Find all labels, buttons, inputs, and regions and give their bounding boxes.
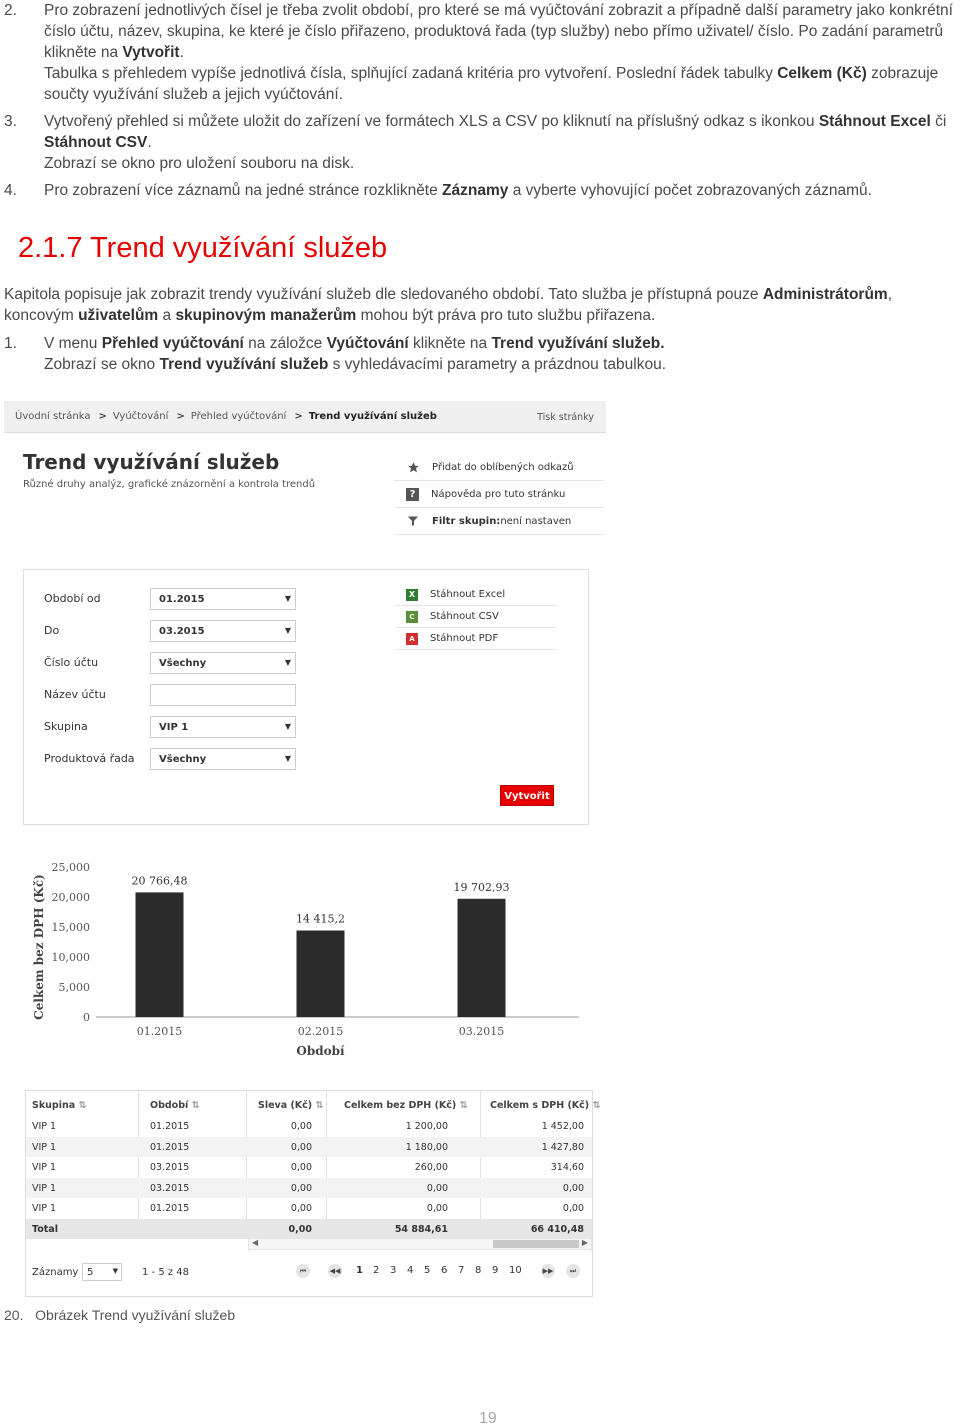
caret-down-icon: ▼: [284, 594, 291, 603]
list-text: [44, 333, 959, 375]
column-header-total-excl-vat[interactable]: Celkem bez DPH (Kč) ⇅: [344, 1100, 468, 1111]
filter-icon: [406, 514, 420, 528]
page-number: 19: [479, 1410, 497, 1427]
scroll-right-icon[interactable]: ▶: [581, 1238, 588, 1247]
x-tick-label: 02.2015: [297, 1025, 344, 1038]
column-header-group[interactable]: Skupina ⇅: [32, 1100, 87, 1111]
bold-term: Administrátorům: [762, 286, 888, 303]
filter-value: není nastaven: [500, 515, 572, 527]
first-page-icon[interactable]: ⏮: [296, 1264, 310, 1278]
data-label: 20 766,48: [131, 874, 188, 888]
print-page-link[interactable]: Tisk stránky: [537, 412, 594, 423]
help-icon: ?: [406, 488, 419, 501]
paragraph-text: Kapitola popisuje jak zobrazit trendy využívání služeb dle sledovaného období. Tato služba je přístupná pouze: [4, 286, 763, 303]
data-label: 19 702,93: [453, 880, 510, 894]
caret-down-icon: ▼: [284, 626, 291, 635]
paragraph-text: na záložce: [243, 335, 327, 352]
account-number-label: Číslo účtu: [44, 656, 99, 669]
y-tick-label: 15,000: [51, 921, 90, 934]
table-row[interactable]: VIP 1 03.2015 0,00 0,00 0,00: [26, 1178, 592, 1199]
page-title: Trend využívání služeb: [23, 450, 280, 474]
breadcrumb: [4, 401, 606, 433]
bold-term: Stáhnout CSV: [44, 134, 148, 151]
bold-term: Vyúčtování: [326, 335, 409, 352]
download-csv-link[interactable]: [396, 606, 556, 628]
table-row[interactable]: VIP 1 01.2015 0,00 1 180,00 1 427,80: [26, 1137, 592, 1158]
records-label: Záznamy: [32, 1267, 79, 1278]
action-label: Přidat do oblíbených odkazů: [432, 461, 574, 473]
product-line-select[interactable]: [150, 748, 296, 770]
prev-page-icon[interactable]: ◀◀: [328, 1264, 342, 1278]
paragraph-text: Pro zobrazení jednotlivých čísel je třeba zvolit období, pro které se má vyúčtování zobrazit a případně další parametry jako konkrétní číslo účtu, název, skupina, ke které je číslo přiřazeno, produktová řada (typ služby) nebo přímo uživatel/ číslo. Po zadání parametrů klikněte na: [44, 2, 953, 61]
create-button[interactable]: Vytvořit: [500, 785, 554, 806]
x-tick-label: 03.2015: [458, 1025, 505, 1038]
breadcrumb-home[interactable]: Úvodní stránka: [15, 411, 91, 422]
action-label: Nápověda pro tuto stránku: [431, 488, 566, 500]
period-to-label: Do: [44, 624, 60, 637]
data-label: 14 415,2: [296, 912, 345, 926]
account-name-input[interactable]: [150, 684, 296, 706]
column-header-period[interactable]: Období ⇅: [150, 1100, 200, 1111]
excel-icon: X: [406, 589, 418, 601]
csv-icon: C: [406, 611, 418, 623]
paragraph-text: a: [158, 307, 176, 324]
page-link-8[interactable]: 8: [475, 1265, 482, 1276]
breadcrumb-separator: >: [294, 411, 303, 422]
list-number: 1.: [4, 335, 17, 352]
bold-term: Trend využívání služeb: [159, 356, 329, 373]
caret-down-icon: ▼: [284, 754, 291, 763]
paragraph-text: V menu: [44, 335, 102, 352]
list-text: [44, 111, 959, 174]
add-favorite-link[interactable]: [394, 454, 604, 481]
list-number: 4.: [4, 182, 17, 199]
bold-term: Trend využívání služeb.: [491, 335, 665, 352]
table-total-row: Total 0,00 54 884,61 66 410,48: [26, 1219, 592, 1240]
account-name-label: Název účtu: [44, 688, 106, 701]
download-pdf-link[interactable]: [396, 628, 556, 650]
page-link-1[interactable]: 1: [356, 1265, 363, 1276]
results-table: [25, 1090, 601, 1297]
select-value: 03.2015: [159, 626, 205, 637]
scrollbar-thumb[interactable]: [493, 1240, 579, 1248]
caption-text: Obrázek Trend využívání služeb: [35, 1307, 236, 1323]
table-row[interactable]: VIP 1 01.2015 0,00 0,00 0,00: [32, 1203, 584, 1214]
table-row[interactable]: VIP 1 01.2015 0,00 1 200,00 1 452,00: [32, 1121, 584, 1132]
page-link-10[interactable]: 10: [509, 1265, 522, 1276]
period-from-select[interactable]: [150, 588, 296, 610]
group-select[interactable]: [150, 716, 296, 738]
section-intro-paragraph: [4, 284, 956, 326]
breadcrumb-current: Trend využívání služeb: [308, 411, 437, 422]
paragraph-text: Vytvořený přehled si můžete uložit do zařízení ve formátech XLS a CSV po kliknutí na příslušný odkaz s ikonkou: [44, 113, 819, 130]
table-header: [26, 1095, 601, 1115]
horizontal-scrollbar[interactable]: [248, 1238, 592, 1250]
paragraph-text: zobrazuje součty využívání služeb a jejich vyúčtování.: [44, 65, 939, 103]
page-subtitle: Různé druhy analýz, grafické znázornění a kontrola trendů: [23, 479, 316, 490]
page-link-6[interactable]: 6: [441, 1265, 448, 1276]
select-value: VIP 1: [159, 722, 189, 733]
page-actions: [394, 454, 604, 535]
list-text: [44, 63, 959, 105]
breadcrumb-billing[interactable]: Vyúčtování: [112, 411, 169, 422]
list-text: [44, 0, 959, 63]
paragraph-text: .: [147, 134, 152, 151]
bar-03.2015: [458, 899, 506, 1017]
page-link-4[interactable]: 4: [407, 1265, 414, 1276]
y-tick-label: 25,000: [51, 861, 90, 874]
star-icon: [406, 460, 420, 474]
bold-term: Vytvořit: [122, 44, 180, 61]
scroll-left-icon[interactable]: ◀: [252, 1238, 259, 1247]
breadcrumb-separator: >: [98, 411, 107, 422]
paragraph-text: klikněte na: [408, 335, 492, 352]
caption-number: 20.: [4, 1307, 24, 1323]
bar-01.2015: [136, 892, 184, 1017]
breadcrumb-separator: >: [176, 411, 185, 422]
bold-term: Celkem (Kč): [777, 65, 867, 82]
action-label: Stáhnout CSV: [430, 611, 499, 622]
y-tick-label: 0: [83, 1011, 90, 1024]
x-axis-title: Období: [296, 1044, 345, 1058]
records-per-page-select[interactable]: 5 ▼: [82, 1263, 122, 1281]
y-axis-title: Celkem bez DPH (Kč): [32, 874, 46, 1020]
y-tick-label: 5,000: [58, 981, 90, 994]
group-filter-link[interactable]: [394, 508, 604, 535]
bold-term: skupinovým manažerům: [175, 307, 357, 324]
sort-icon: ⇅: [315, 1100, 324, 1111]
select-value: 01.2015: [159, 594, 205, 605]
paragraph-text: mohou být práva pro tuto službu přiřazena.: [356, 307, 656, 324]
action-label: Stáhnout PDF: [430, 633, 499, 644]
table-row[interactable]: VIP 1 03.2015 0,00 260,00 314,60: [32, 1162, 584, 1173]
download-excel-link[interactable]: [396, 584, 556, 606]
pagination-bar: [26, 1257, 592, 1285]
page-link-5[interactable]: 5: [424, 1265, 431, 1276]
page-link-2[interactable]: 2: [373, 1265, 380, 1276]
next-page-icon[interactable]: ▶▶: [541, 1264, 555, 1278]
period-from-label: Období od: [44, 592, 101, 605]
select-value: Všechny: [159, 754, 207, 765]
last-page-icon[interactable]: ⏭: [566, 1264, 580, 1278]
figure-caption: [4, 1307, 235, 1323]
paragraph-text: Pro zobrazení více záznamů na jedné stránce rozklikněte: [44, 182, 443, 199]
page-link-7[interactable]: 7: [458, 1265, 465, 1276]
bar-02.2015: [297, 931, 345, 1017]
records-range: 1 - 5 z 48: [142, 1267, 190, 1278]
breadcrumb-billing-overview[interactable]: Přehled vyúčtování: [190, 411, 287, 422]
search-form: [23, 569, 589, 825]
page-link-9[interactable]: 9: [492, 1265, 499, 1276]
paragraph-text: , koncovým: [4, 286, 893, 324]
bold-term: Stáhnout Excel: [818, 113, 931, 130]
group-label: Skupina: [44, 720, 88, 733]
paragraph-text: a vyberte vyhovující počet zobrazovaných záznamů.: [508, 182, 872, 199]
sort-icon: ⇅: [459, 1100, 468, 1111]
x-tick-label: 01.2015: [136, 1025, 183, 1038]
y-tick-label: 20,000: [51, 891, 90, 904]
paragraph-text: s vyhledávacími parametry a prázdnou tabulkou.: [328, 356, 667, 373]
caret-down-icon: ▼: [112, 1267, 118, 1275]
select-value: Všechny: [159, 658, 207, 669]
paragraph-text: .: [179, 44, 184, 61]
caret-down-icon: ▼: [284, 658, 291, 667]
column-header-discount[interactable]: Sleva (Kč) ⇅: [258, 1100, 324, 1111]
bold-term: Záznamy: [442, 182, 509, 199]
filter-label: Filtr skupin:: [432, 515, 501, 527]
trend-bar-chart: [4, 853, 606, 1065]
download-links: [396, 584, 556, 650]
period-to-select[interactable]: [150, 620, 296, 642]
paragraph-text: či: [930, 113, 947, 130]
paragraph-text: Zobrazí se okno pro uložení souboru na disk.: [44, 155, 355, 172]
help-link[interactable]: [394, 481, 604, 508]
pdf-icon: A: [406, 633, 418, 645]
list-number: 2.: [4, 2, 17, 19]
product-line-label: Produktová řada: [44, 752, 135, 765]
list-number: 3.: [4, 113, 17, 130]
sort-icon: ⇅: [191, 1100, 200, 1111]
sort-icon: ⇅: [78, 1100, 87, 1111]
section-heading: 2.1.7 Trend využívání služeb: [18, 232, 388, 264]
account-number-select[interactable]: [150, 652, 296, 674]
paragraph-text: Tabulka s přehledem vypíše jednotlivá čísla, splňující zadaná kritéria pro vytvoření. Poslední řádek tabulky: [44, 65, 778, 82]
bold-term: uživatelům: [78, 307, 159, 324]
action-label: Stáhnout Excel: [430, 589, 506, 600]
column-header-total-incl-vat[interactable]: Celkem s DPH (Kč) ⇅: [490, 1100, 601, 1111]
paragraph-text: Zobrazí se okno: [44, 356, 160, 373]
y-tick-label: 10,000: [51, 951, 90, 964]
sort-icon: ⇅: [592, 1100, 601, 1111]
list-text: [44, 180, 959, 201]
caret-down-icon: ▼: [284, 722, 291, 731]
page-link-3[interactable]: 3: [390, 1265, 397, 1276]
bold-term: Přehled vyúčtování: [101, 335, 244, 352]
